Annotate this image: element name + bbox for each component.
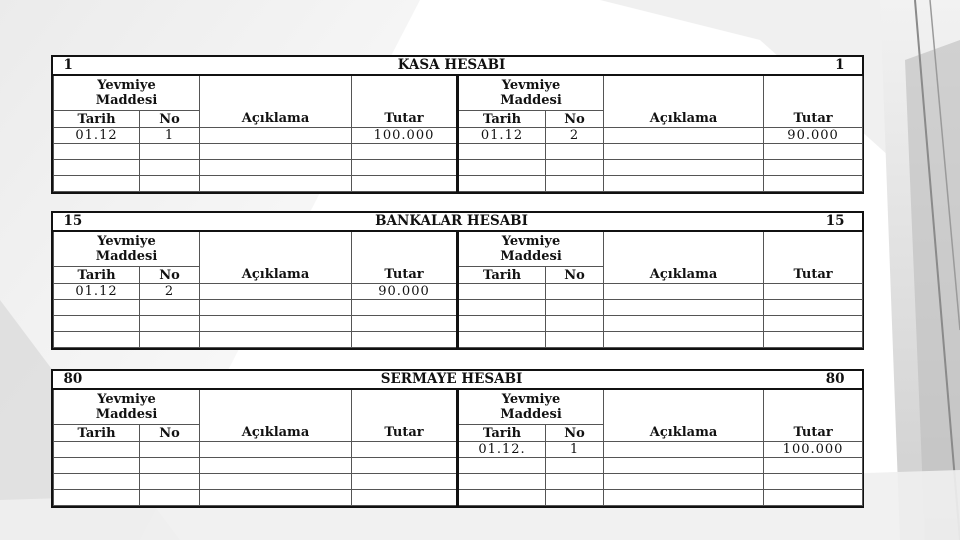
header-row-journal: [54, 389, 863, 425]
amount-header-left: Tutar: [352, 231, 458, 284]
right-no-cell: [546, 332, 604, 348]
right-description-cell: [604, 128, 764, 144]
left-no-cell: [140, 160, 200, 176]
right-no-cell: [546, 144, 604, 160]
date-header-right: Tarih: [458, 267, 546, 284]
ledger-grid: [53, 57, 863, 192]
ledger-title-row: [54, 213, 863, 231]
left-description-cell: [200, 128, 352, 144]
left-no-cell: [140, 316, 200, 332]
date-header-left: Tarih: [54, 425, 140, 442]
left-no-cell: [140, 442, 200, 458]
left-no-cell: [140, 458, 200, 474]
left-amount-cell: [352, 474, 458, 490]
ledger-row: [54, 300, 863, 316]
amount-header-right: Tutar: [764, 75, 863, 128]
right-description-cell: [604, 144, 764, 160]
left-date-cell: [54, 490, 140, 506]
right-date-cell: [458, 316, 546, 332]
right-date-cell: [458, 160, 546, 176]
left-date-cell: [54, 144, 140, 160]
account-code-left: 1: [54, 57, 140, 75]
right-description-cell: [604, 284, 764, 300]
ledger-row: [54, 458, 863, 474]
right-amount-cell: [764, 144, 863, 160]
header-row-journal: [54, 75, 863, 111]
right-date-cell: 01.12: [458, 128, 546, 144]
left-description-cell: [200, 474, 352, 490]
right-amount-cell: [764, 332, 863, 348]
right-amount-cell: [764, 316, 863, 332]
left-amount-cell: [352, 490, 458, 506]
ledger-row: [54, 160, 863, 176]
ledger-row: [54, 144, 863, 160]
right-date-cell: [458, 458, 546, 474]
left-description-cell: [200, 442, 352, 458]
left-date-cell: [54, 300, 140, 316]
journal-entry-header-right: Yevmiye Maddesi: [458, 231, 604, 267]
right-date-cell: [458, 490, 546, 506]
right-date-cell: [458, 300, 546, 316]
right-amount-cell: [764, 474, 863, 490]
description-header-left: Açıklama: [200, 75, 352, 128]
right-date-cell: 01.12.: [458, 442, 546, 458]
right-no-cell: [546, 490, 604, 506]
description-header-right: Açıklama: [604, 389, 764, 442]
right-description-cell: [604, 316, 764, 332]
right-date-cell: [458, 176, 546, 192]
right-description-cell: [604, 160, 764, 176]
amount-header-right: Tutar: [764, 389, 863, 442]
right-date-cell: [458, 144, 546, 160]
header-row-journal: [54, 231, 863, 267]
right-no-cell: [546, 316, 604, 332]
left-amount-cell: 90.000: [352, 284, 458, 300]
right-date-cell: [458, 474, 546, 490]
left-description-cell: [200, 316, 352, 332]
ledger-row: [54, 332, 863, 348]
left-amount-cell: 100.000: [352, 128, 458, 144]
right-no-cell: [546, 474, 604, 490]
left-no-cell: [140, 474, 200, 490]
left-no-cell: [140, 176, 200, 192]
description-header-left: Açıklama: [200, 231, 352, 284]
amount-header-left: Tutar: [352, 389, 458, 442]
right-no-cell: [546, 176, 604, 192]
journal-entry-header-left: Yevmiye Maddesi: [54, 389, 200, 425]
no-header-right: No: [546, 425, 604, 442]
left-date-cell: [54, 316, 140, 332]
description-header-right: Açıklama: [604, 231, 764, 284]
date-header-left: Tarih: [54, 111, 140, 128]
ledger-row: [54, 474, 863, 490]
right-description-cell: [604, 490, 764, 506]
right-amount-cell: [764, 160, 863, 176]
left-date-cell: [54, 176, 140, 192]
amount-header-left: Tutar: [352, 75, 458, 128]
account-code-right: 1: [764, 57, 863, 75]
ledger-table: [51, 55, 864, 194]
left-date-cell: [54, 332, 140, 348]
account-code-left: 80: [54, 371, 140, 389]
ledger-row: [54, 176, 863, 192]
right-description-cell: [604, 442, 764, 458]
ledger-row: [54, 490, 863, 506]
journal-entry-header-right: Yevmiye Maddesi: [458, 75, 604, 111]
right-amount-cell: 90.000: [764, 128, 863, 144]
right-date-cell: [458, 284, 546, 300]
right-amount-cell: [764, 300, 863, 316]
right-description-cell: [604, 300, 764, 316]
left-no-cell: [140, 300, 200, 316]
right-amount-cell: [764, 284, 863, 300]
left-amount-cell: [352, 332, 458, 348]
date-header-right: Tarih: [458, 425, 546, 442]
date-header-right: Tarih: [458, 111, 546, 128]
right-amount-cell: 100.000: [764, 442, 863, 458]
left-description-cell: [200, 458, 352, 474]
right-description-cell: [604, 332, 764, 348]
left-amount-cell: [352, 316, 458, 332]
left-date-cell: 01.12: [54, 128, 140, 144]
right-description-cell: [604, 176, 764, 192]
left-description-cell: [200, 144, 352, 160]
left-no-cell: [140, 332, 200, 348]
ledger-title-row: [54, 371, 863, 389]
left-date-cell: [54, 442, 140, 458]
description-header-left: Açıklama: [200, 389, 352, 442]
ledger-row: [54, 442, 863, 458]
journal-entry-header-left: Yevmiye Maddesi: [54, 75, 200, 111]
right-amount-cell: [764, 458, 863, 474]
account-code-right: 80: [764, 371, 863, 389]
left-amount-cell: [352, 160, 458, 176]
ledger-grid: [53, 371, 863, 506]
ledger-grid: [53, 213, 863, 348]
right-no-cell: [546, 300, 604, 316]
right-no-cell: 2: [546, 128, 604, 144]
account-code-right: 15: [764, 213, 863, 231]
account-code-left: 15: [54, 213, 140, 231]
date-header-left: Tarih: [54, 267, 140, 284]
description-header-right: Açıklama: [604, 75, 764, 128]
right-no-cell: 1: [546, 442, 604, 458]
left-date-cell: [54, 160, 140, 176]
no-header-right: No: [546, 267, 604, 284]
left-description-cell: [200, 490, 352, 506]
ledger-table: [51, 369, 864, 508]
right-amount-cell: [764, 176, 863, 192]
left-date-cell: [54, 458, 140, 474]
right-no-cell: [546, 458, 604, 474]
no-header-left: No: [140, 267, 200, 284]
ledger-row: [54, 316, 863, 332]
left-amount-cell: [352, 176, 458, 192]
left-amount-cell: [352, 458, 458, 474]
left-description-cell: [200, 332, 352, 348]
right-description-cell: [604, 474, 764, 490]
left-description-cell: [200, 284, 352, 300]
no-header-left: No: [140, 425, 200, 442]
right-no-cell: [546, 284, 604, 300]
amount-header-right: Tutar: [764, 231, 863, 284]
left-description-cell: [200, 160, 352, 176]
account-title: SERMAYE HESABI: [140, 371, 764, 389]
left-description-cell: [200, 300, 352, 316]
ledger-row: [54, 284, 863, 300]
journal-entry-header-right: Yevmiye Maddesi: [458, 389, 604, 425]
account-title: KASA HESABI: [140, 57, 764, 75]
left-date-cell: 01.12: [54, 284, 140, 300]
account-title: BANKALAR HESABI: [140, 213, 764, 231]
left-no-cell: [140, 490, 200, 506]
left-no-cell: [140, 144, 200, 160]
no-header-left: No: [140, 111, 200, 128]
ledger-table: [51, 211, 864, 350]
left-date-cell: [54, 474, 140, 490]
no-header-right: No: [546, 111, 604, 128]
left-no-cell: 2: [140, 284, 200, 300]
left-amount-cell: [352, 144, 458, 160]
right-date-cell: [458, 332, 546, 348]
left-amount-cell: [352, 442, 458, 458]
left-description-cell: [200, 176, 352, 192]
left-no-cell: 1: [140, 128, 200, 144]
ledger-row: [54, 128, 863, 144]
left-amount-cell: [352, 300, 458, 316]
right-amount-cell: [764, 490, 863, 506]
right-description-cell: [604, 458, 764, 474]
ledger-title-row: [54, 57, 863, 75]
journal-entry-header-left: Yevmiye Maddesi: [54, 231, 200, 267]
right-no-cell: [546, 160, 604, 176]
